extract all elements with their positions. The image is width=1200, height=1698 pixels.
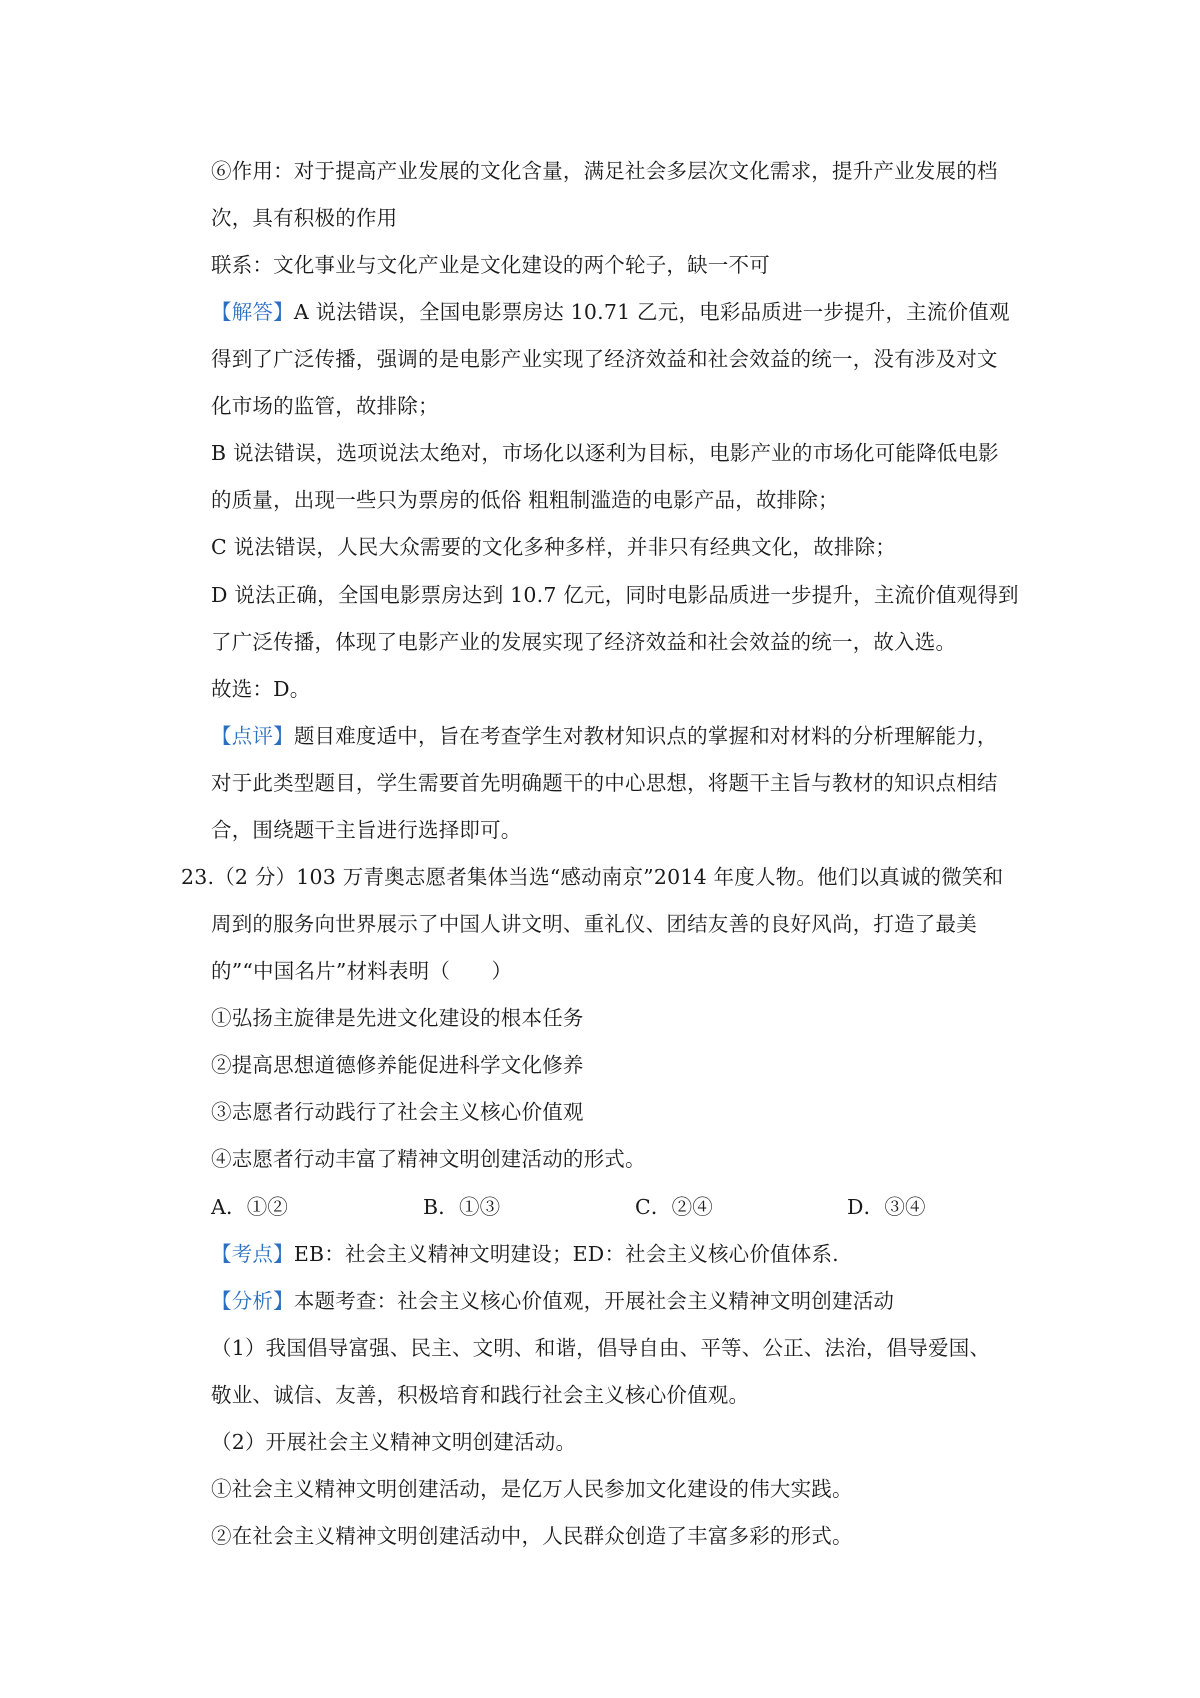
option-b: B．①③ bbox=[423, 1195, 501, 1219]
question-number: 23. bbox=[181, 865, 215, 889]
text-line: ②在社会主义精神文明创建活动中，人民群众创造了丰富多彩的形式。 bbox=[211, 1524, 853, 1548]
answer-text: A 说法错误，全国电影票房达 10.71 乙元，电彩品质进一步提升，主流价值观 bbox=[293, 300, 1010, 324]
text-line: B 说法错误，选项说法太绝对，市场化以逐利为目标，电影产业的市场化可能降低电影 bbox=[211, 441, 999, 465]
text-line: 合，围绕题干主旨进行选择即可。 bbox=[211, 818, 522, 842]
text-line: 的质量，出现一些只为票房的低俗 粗粗制滥造的电影产品，故排除； bbox=[211, 488, 839, 512]
text-line: （2）开展社会主义精神文明创建活动。 bbox=[211, 1430, 577, 1454]
kaodian-tag: 【考点】 bbox=[211, 1242, 294, 1266]
statement: ③志愿者行动践行了社会主义核心价值观 bbox=[211, 1100, 584, 1124]
text-line: 得到了广泛传播，强调的是电影产业实现了经济效益和社会效益的统一，没有涉及对文 bbox=[211, 347, 998, 371]
text-line: ①社会主义精神文明创建活动，是亿万人民参加文化建设的伟大实践。 bbox=[211, 1477, 853, 1501]
text-line: ⑥作用：对于提高产业发展的文化含量，满足社会多层次文化需求，提升产业发展的档 bbox=[211, 159, 998, 183]
statement: ①弘扬主旋律是先进文化建设的根本任务 bbox=[211, 1006, 584, 1030]
text-line: C 说法错误，人民大众需要的文化多种多样，并非只有经典文化，故排除； bbox=[211, 535, 896, 559]
answer-options bbox=[211, 1192, 1059, 1222]
text-line: 敬业、诚信、友善，积极培育和践行社会主义核心价值观。 bbox=[211, 1383, 750, 1407]
fenxi-text: 本题考查：社会主义核心价值观，开展社会主义精神文明创建活动 bbox=[293, 1289, 895, 1313]
text-line: 故选：D。 bbox=[211, 677, 311, 701]
fenxi-line bbox=[211, 1286, 894, 1316]
text-line: 的”“中国名片”材料表明（ ） bbox=[211, 959, 513, 983]
text-line: （1）我国倡导富强、民主、文明、和谐，倡导自由、平等、公正、法治，倡导爱国、 bbox=[211, 1336, 991, 1360]
text-line: D 说法正确，全国电影票房达到 10.7 亿元，同时电影品质进一步提升，主流价值观得到 bbox=[211, 583, 1019, 607]
answer-tag: 【解答】 bbox=[211, 300, 294, 324]
text-line: 次，具有积极的作用 bbox=[211, 206, 398, 230]
comment-tag: 【点评】 bbox=[211, 724, 294, 748]
question-stem-text: （2 分）103 万青奥志愿者集体当选“感动南京”2014 年度人物。他们以真诚的微笑和 bbox=[214, 865, 1004, 889]
kaodian-text: EB：社会主义精神文明建设；ED：社会主义核心价值体系. bbox=[293, 1242, 839, 1266]
text-line: 周到的服务向世界展示了中国人讲文明、重礼仪、团结友善的良好风尚，打造了最美 bbox=[211, 912, 977, 936]
text-line: 了广泛传播，体现了电影产业的发展实现了经济效益和社会效益的统一，故入选。 bbox=[211, 630, 957, 654]
statement: ④志愿者行动丰富了精神文明创建活动的形式。 bbox=[211, 1147, 646, 1171]
text-line: 化市场的监管，故排除； bbox=[211, 394, 439, 418]
fenxi-tag: 【分析】 bbox=[211, 1289, 294, 1313]
answer-line bbox=[211, 297, 1010, 327]
kaodian-line bbox=[211, 1239, 839, 1269]
comment-line bbox=[211, 721, 998, 751]
comment-text: 题目难度适中，旨在考查学生对教材知识点的掌握和对材料的分析理解能力， bbox=[293, 724, 998, 748]
question-stem-line bbox=[181, 862, 1003, 892]
option-d: D．③④ bbox=[847, 1195, 926, 1219]
option-c: C．②④ bbox=[635, 1195, 713, 1219]
text-line: 对于此类型题目，学生需要首先明确题干的中心思想，将题干主旨与教材的知识点相结 bbox=[211, 771, 998, 795]
option-a: A．①② bbox=[211, 1195, 289, 1219]
text-line: 联系：文化事业与文化产业是文化建设的两个轮子，缺一不可 bbox=[211, 253, 770, 277]
statement: ②提高思想道德修养能促进科学文化修养 bbox=[211, 1053, 584, 1077]
